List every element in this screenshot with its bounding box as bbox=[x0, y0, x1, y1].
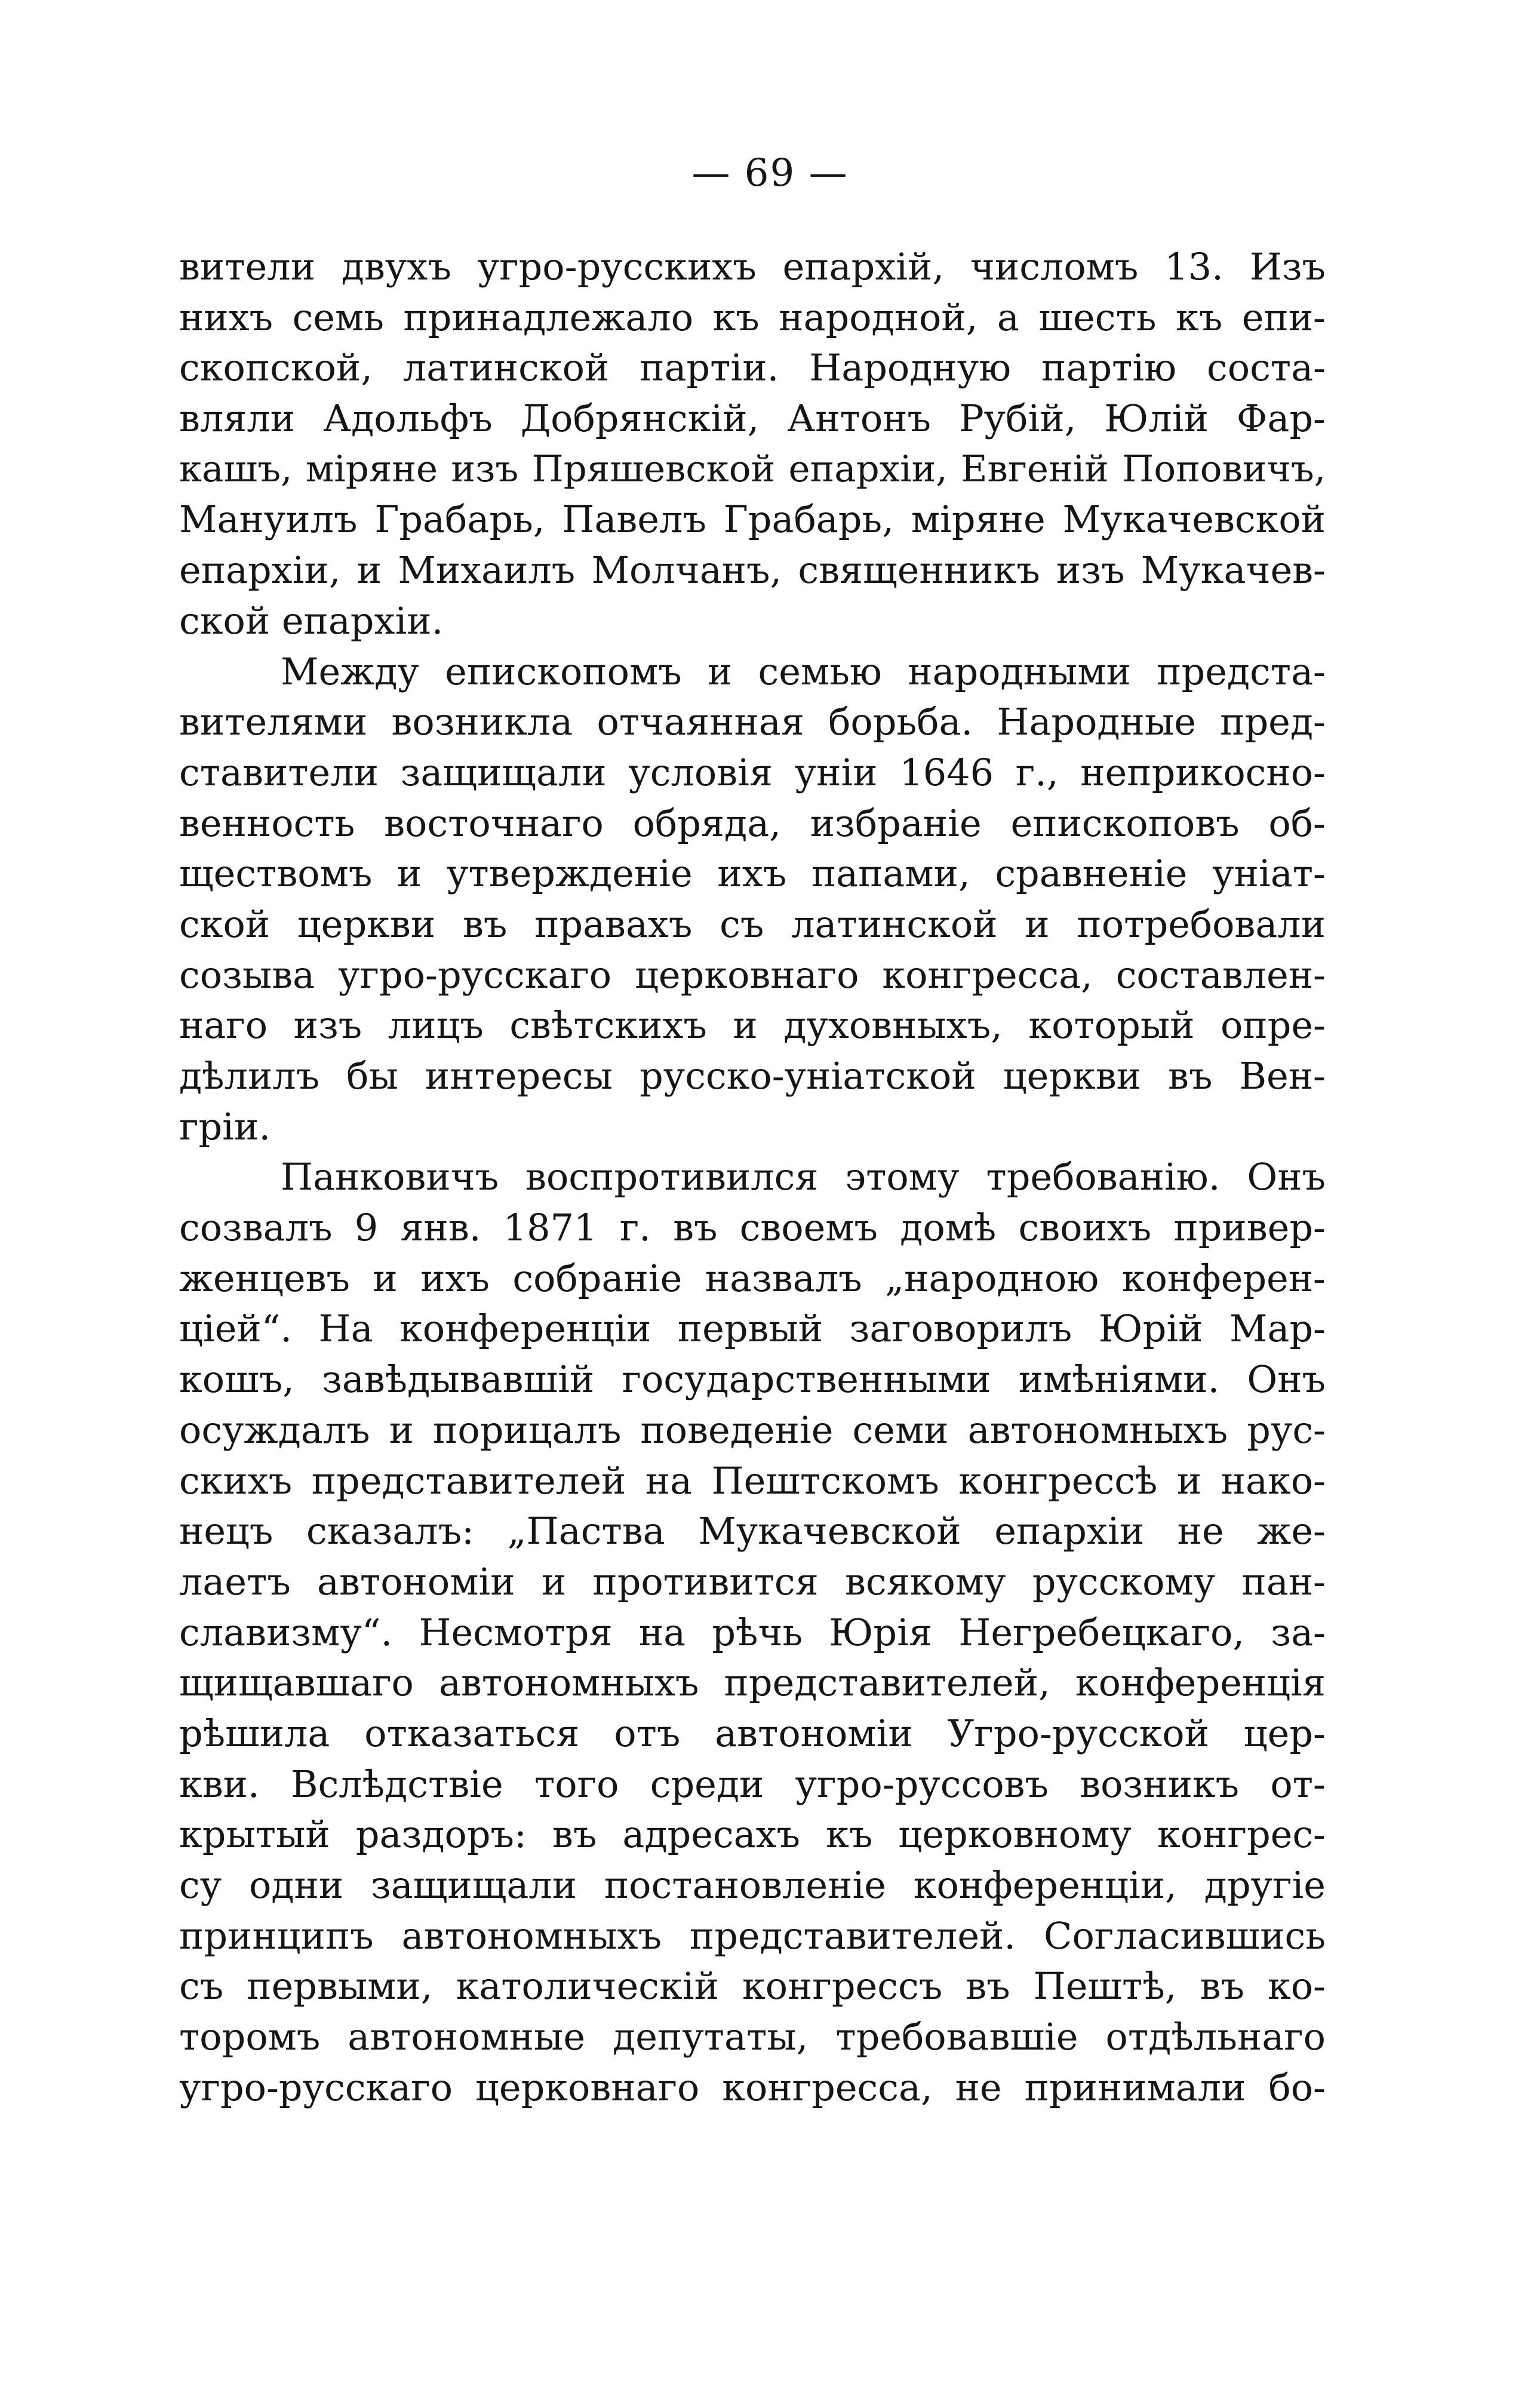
text-line: рѣшила отказаться отъ автономіи Угро-русской цер- bbox=[179, 1711, 1326, 1755]
text-line: су одни защищали постановленіе конференціи, другіе bbox=[179, 1863, 1326, 1907]
text-line: скопской, латинской партіи. Народную партію соста- bbox=[179, 346, 1326, 390]
text-line: лаетъ автономіи и противится всякому русскому пан- bbox=[179, 1559, 1326, 1603]
text-line: венность восточнаго обряда, избраніе епископовъ об- bbox=[179, 801, 1326, 845]
page-number: — 69 — bbox=[691, 151, 849, 195]
text-line: угро-русскаго церковнаго конгресса, не принимали бо- bbox=[179, 2065, 1326, 2109]
text-line: съ первыми, католическій конгрессъ въ Пештѣ, въ ко- bbox=[179, 1964, 1326, 2008]
text-line: ставители защищали условія уніи 1646 г., неприкосно- bbox=[179, 750, 1326, 794]
text-line: нецъ сказалъ: „Паства Мукачевской епархіи не же- bbox=[179, 1509, 1326, 1553]
text-line: кви. Вслѣдствіе того среди угро-руссовъ возникъ от- bbox=[179, 1762, 1326, 1806]
text-line: дѣлилъ бы интересы русско-уніатской церкви въ Вен- bbox=[179, 1054, 1326, 1098]
text-line: епархіи, и Михаилъ Молчанъ, священникъ изъ Мукачев- bbox=[179, 548, 1326, 592]
text-line: Панковичъ воспротивился этому требованію. Онъ bbox=[281, 1155, 1326, 1199]
text-line: осуждалъ и порицалъ поведеніе семи автономныхъ рус- bbox=[179, 1408, 1326, 1452]
text-line: торомъ автономные депутаты, требовавшіе отдѣльнаго bbox=[179, 2015, 1326, 2059]
body-text bbox=[179, 242, 1326, 2113]
text-line: нихъ семь принадлежало къ народной, а шесть къ епи- bbox=[179, 295, 1326, 339]
text-line: кашъ, міряне изъ Пряшевской епархіи, Евгеній Поповичъ, bbox=[179, 447, 1326, 490]
text-line: ской епархіи. bbox=[179, 598, 444, 643]
text-line: принципъ автономныхъ представителей. Согласившись bbox=[179, 1913, 1326, 1958]
text-line: гріи. bbox=[179, 1104, 271, 1148]
text-line: вители двухъ угро-русскихъ епархій, числомъ 13. Изъ bbox=[179, 245, 1326, 288]
text-line: щищавшаго автономныхъ представителей, конференція bbox=[179, 1661, 1326, 1705]
text-line: созвалъ 9 янв. 1871 г. въ своемъ домѣ своихъ привер- bbox=[179, 1206, 1326, 1250]
text-line: ществомъ и утвержденіе ихъ папами, сравненіе уніат- bbox=[179, 852, 1326, 896]
text-line: кошъ, завѣдывавшій государственными имѣніями. Онъ bbox=[179, 1357, 1326, 1402]
text-line: скихъ представителей на Пештскомъ конгрессѣ и нако- bbox=[179, 1458, 1326, 1503]
text-line: ціей“. На конференціи первый заговорилъ Юрій Мар- bbox=[179, 1307, 1326, 1351]
text-line: Мануилъ Грабарь, Павелъ Грабарь, міряне Мукачевской bbox=[179, 497, 1326, 542]
text-line: наго изъ лицъ свѣтскихъ и духовныхъ, который опре- bbox=[179, 1003, 1326, 1047]
text-line: вителями возникла отчаянная борьба. Народные пред- bbox=[179, 700, 1326, 744]
text-line: женцевъ и ихъ собраніе назвалъ „народною конферен- bbox=[179, 1256, 1326, 1300]
text-line: ской церкви въ правахъ съ латинской и потребовали bbox=[179, 902, 1326, 946]
text-line: вляли Адольфъ Добрянскій, Антонъ Рубій, Юлій Фар- bbox=[179, 397, 1326, 441]
text-line: созыва угро-русскаго церковнаго конгресса, составлен- bbox=[179, 953, 1326, 997]
text-line: славизму“. Несмотря на рѣчь Юрія Негребецкаго, за- bbox=[179, 1610, 1326, 1654]
text-line: крытый раздоръ: въ адресахъ къ церковному конгрес- bbox=[179, 1812, 1326, 1857]
text-line: Между епископомъ и семью народными предста- bbox=[281, 649, 1326, 693]
